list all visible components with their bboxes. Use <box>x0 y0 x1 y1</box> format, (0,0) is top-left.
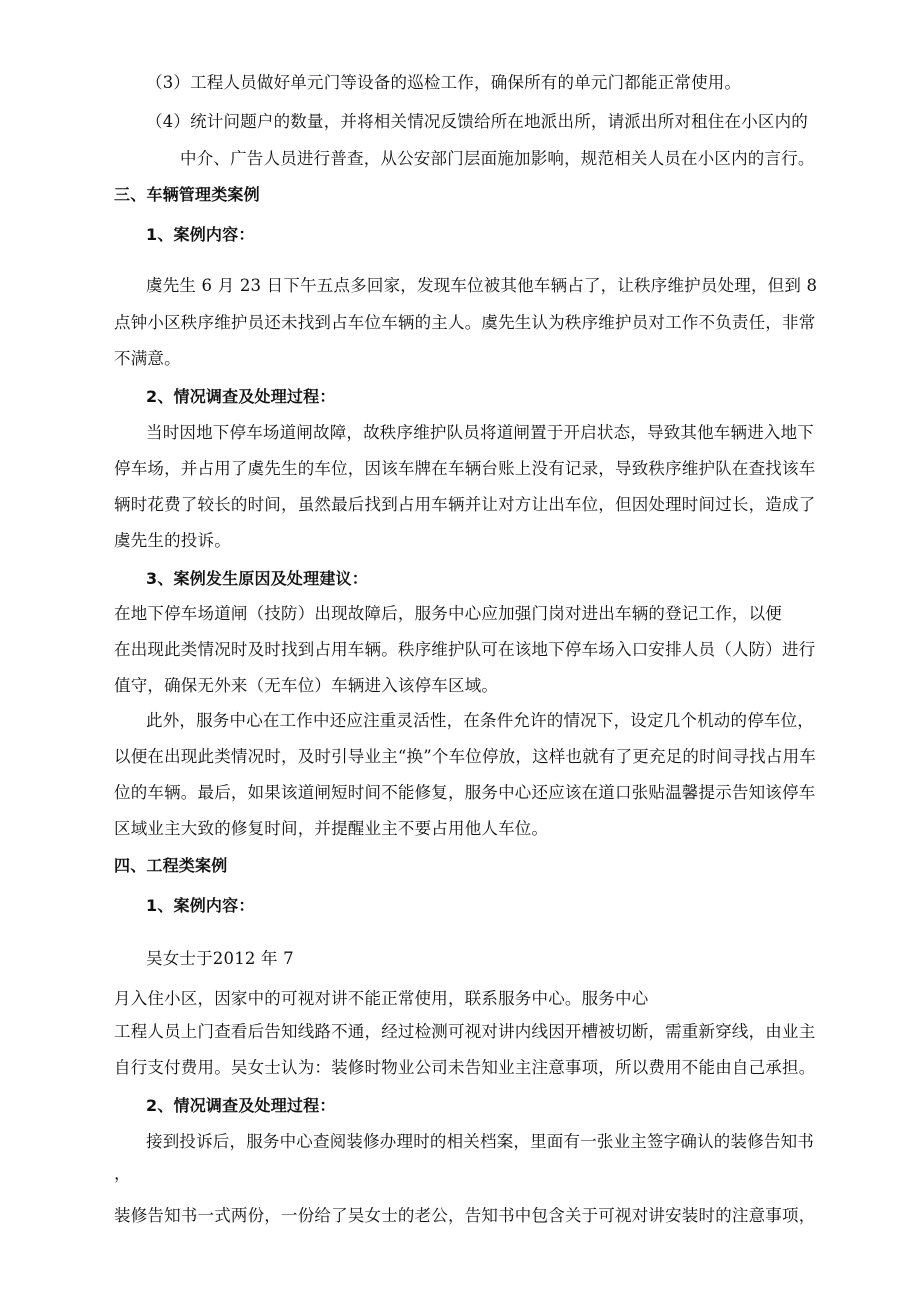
section-4-investigation-line-1: 接到投诉后，服务中心查阅装修办理时的相关档案，里面有一张业主签字确认的装修告知书 <box>146 1132 814 1151</box>
section-3-cause-para2-line-4: 区域业主大致的修复时间，并提醒业主不要占用他人车位。 <box>114 819 549 838</box>
section-4-case-line-2: 月入住小区，因家中的可视对讲不能正常使用，联系服务中心。服务中心 <box>114 989 649 1008</box>
section-4-investigation-line-2: ， <box>114 1164 131 1183</box>
section-4-case-line-3: 工程人员上门查看后告知线路不通，经过检测可视对讲内线因开槽被切断，需重新穿线，由业主 <box>114 1022 816 1041</box>
list-item-3: （3）工程人员做好单元门等设备的巡检工作，确保所有的单元门都能正常使用。 <box>146 73 742 92</box>
section-3-case-line-3: 不满意。 <box>114 349 181 368</box>
section-3-case-line-2: 点钟小区秩序维护员还未找到占车位车辆的主人。虞先生认为秩序维护员对工作不负责任，非常 <box>114 313 816 332</box>
section-4-case-content-heading: 1、案例内容： <box>146 896 255 915</box>
section-4-investigation-line-3: 装修告知书一式两份，一份给了吴女士的老公，告知书中包含关于可视对讲安装时的注意事项， <box>114 1206 816 1225</box>
section-3-cause-para2-line-2: 以便在出现此类情况时，及时引导业主“换”个车位停放，这样也就有了更充足的时间寻找占用车 <box>114 747 816 766</box>
section-3-cause-line-3: 值守，确保无外来（无车位）车辆进入该停车区域。 <box>114 676 499 695</box>
section-3-case-line-1: 虞先生 6 月 23 日下午五点多回家，发现车位被其他车辆占了，让秩序维护员处理，但到 8 <box>146 276 818 295</box>
section-3-cause-line-1: 在地下停车场道闸（技防）出现故障后，服务中心应加强门岗对进出车辆的登记工作，以便 <box>114 604 782 623</box>
section-4-investigation-heading: 2、情况调查及处理过程： <box>146 1096 336 1115</box>
section-3-cause-heading: 3、案例发生原因及处理建议： <box>146 569 368 588</box>
section-4-case-line-4: 自行支付费用。吴女士认为：装修时物业公司未告知业主注意事项，所以费用不能由自己承担。 <box>114 1058 816 1077</box>
section-3-investigation-line-3: 辆时花费了较长的时间，虽然最后找到占用车辆并让对方让出车位，但因处理时间过长，造成了 <box>114 495 816 514</box>
section-3-investigation-line-1: 当时因地下停车场道闸故障，故秩序维护队员将道闸置于开启状态，导致其他车辆进入地下 <box>146 423 814 442</box>
section-3-investigation-line-2: 停车场，并占用了虞先生的车位，因该车牌在车辆台账上没有记录，导致秩序维护队在查找该车 <box>114 459 816 478</box>
section-3-case-content-heading: 1、案例内容： <box>146 225 255 244</box>
list-item-4-line-2: 中介、广告人员进行普查，从公安部门层面施加影响，规范相关人员在小区内的言行。 <box>180 149 815 168</box>
section-3-cause-para2-line-1: 此外，服务中心在工作中还应注重灵活性，在条件允许的情况下，设定几个机动的停车位， <box>146 711 814 730</box>
section-3-investigation-line-4: 虞先生的投诉。 <box>114 531 231 550</box>
section-4-title: 四、工程类案例 <box>114 856 228 875</box>
section-3-investigation-heading: 2、情况调查及处理过程： <box>146 387 336 406</box>
list-item-4-line-1: （4）统计问题户的数量，并将相关情况反馈给所在地派出所，请派出所对租住在小区内的 <box>146 112 808 131</box>
section-3-cause-para2-line-3: 位的车辆。最后，如果该道闸短时间不能修复，服务中心还应该在道口张贴温馨提示告知该停车 <box>114 783 816 802</box>
section-3-title: 三、车辆管理类案例 <box>114 185 260 204</box>
section-3-cause-line-2: 在出现此类情况时及时找到占用车辆。秩序维护队可在该地下停车场入口安排人员（人防）进行 <box>114 640 816 659</box>
section-4-case-line-1: 吴女士于2012 年 7 <box>146 949 294 968</box>
